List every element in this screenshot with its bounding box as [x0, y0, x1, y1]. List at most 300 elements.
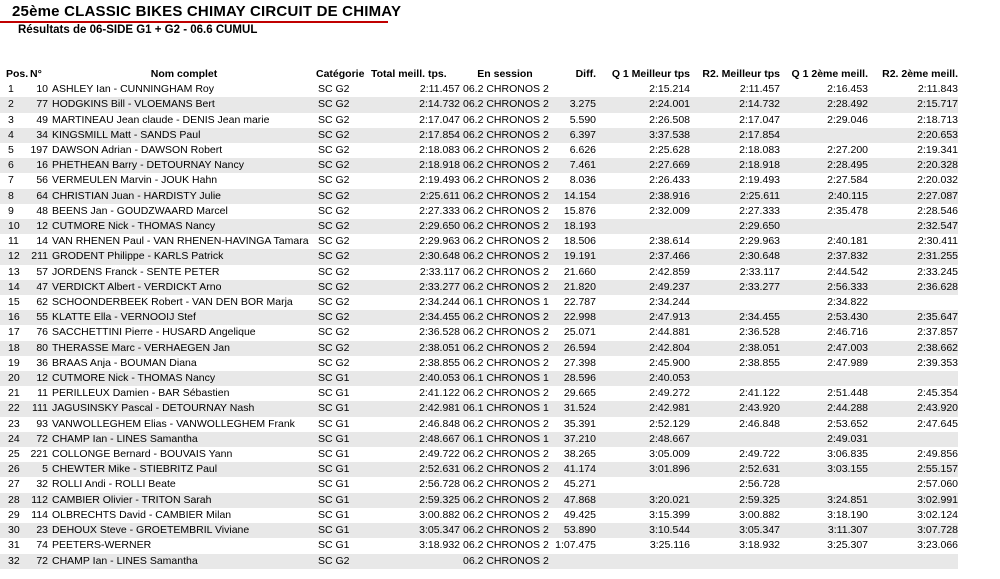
- cell-q1-second: 2:29.046: [827, 113, 868, 126]
- cell-q1-best: 2:52.129: [649, 417, 690, 430]
- cell-q1-best: 2:34.244: [649, 296, 690, 309]
- cell-q1-second: [780, 477, 868, 492]
- cell-total-best: 2:38.855: [419, 356, 460, 369]
- cell-category: SC G2: [318, 235, 350, 248]
- cell-q1-best: 2:38.614: [649, 235, 690, 248]
- cell-r2-best: 2:25.611: [690, 189, 780, 204]
- cell-r2-second: 2:33.245: [917, 265, 958, 278]
- cell-r2-best: 2:18.918: [690, 158, 780, 173]
- cell-q1-second: 2:49.031: [780, 432, 868, 447]
- cell-pos: 31: [8, 539, 20, 552]
- cell-number: 49: [36, 113, 48, 126]
- cell-diff: 41.174: [550, 462, 596, 477]
- cell-category: SC G2: [316, 554, 371, 569]
- cell-r2-best: 2:59.325: [690, 493, 780, 508]
- cell-pos: 15: [8, 296, 20, 309]
- cell-r2-best: 3:00.882: [739, 508, 780, 521]
- col-header-q1-second: Q 1 2ème meill.: [791, 68, 868, 80]
- cell-name: PEETERS-WERNER: [52, 539, 152, 552]
- cell-r2-second: [868, 554, 958, 569]
- cell-total-best: [371, 554, 460, 569]
- cell-r2-second: 2:18.713: [917, 113, 958, 126]
- table-row: [0, 341, 958, 356]
- cell-q1-best: 3:25.116: [649, 539, 690, 552]
- table-row: [0, 310, 958, 325]
- cell-q1-second: 2:44.288: [780, 401, 868, 416]
- cell-session: 06.2 CHRONOS 2: [460, 554, 550, 569]
- cell-q1-best: 3:37.538: [596, 128, 690, 143]
- cell-category: SC G1: [318, 448, 350, 461]
- cell-pos: 16: [0, 310, 30, 325]
- cell-r2-second: 2:20.653: [868, 128, 958, 143]
- cell-q1-second: [780, 371, 868, 386]
- cell-r2-second: [868, 432, 958, 447]
- cell-pos: 21: [8, 387, 20, 400]
- table-row: [0, 371, 958, 386]
- cell-diff: 22.787: [563, 296, 596, 309]
- cell-pos: 22: [0, 401, 30, 416]
- cell-session: 06.2 CHRONOS 2: [463, 174, 549, 187]
- cell-name: CAMBIER Olivier - TRITON Sarah: [52, 493, 316, 508]
- cell-q1-best: 2:42.859: [649, 265, 690, 278]
- cell-diff: 18.506: [563, 235, 596, 248]
- cell-total-best: 2:52.631: [371, 462, 460, 477]
- cell-total-best: 2:36.528: [419, 326, 460, 339]
- cell-pos: 32: [0, 554, 30, 569]
- cell-r2-second: 3:02.991: [868, 493, 958, 508]
- cell-total-best: 2:27.333: [419, 204, 460, 217]
- cell-q1-best: 2:49.272: [649, 387, 690, 400]
- cell-q1-best: 3:15.399: [649, 508, 690, 521]
- cell-session: 06.1 CHRONOS 1: [460, 401, 550, 416]
- cell-number: 197: [30, 144, 48, 157]
- table-row: [0, 538, 958, 553]
- cell-number: 5: [30, 462, 52, 477]
- cell-name: KINGSMILL Matt - SANDS Paul: [52, 128, 316, 143]
- cell-name: MARTINEAU Jean claude - DENIS Jean marie: [52, 113, 270, 126]
- cell-session: 06.1 CHRONOS 1: [460, 432, 550, 447]
- cell-q1-second: 2:40.115: [780, 189, 868, 204]
- cell-number: 72: [30, 432, 52, 447]
- cell-pos: 3: [8, 113, 14, 126]
- cell-category: SC G2: [318, 83, 350, 96]
- table-row: [0, 401, 958, 416]
- table-row: [0, 204, 958, 219]
- cell-q1-best: 3:01.896: [596, 462, 690, 477]
- cell-category: SC G2: [316, 189, 371, 204]
- cell-q1-second: 2:37.832: [780, 249, 868, 264]
- cell-number: 48: [36, 204, 48, 217]
- cell-category: SC G2: [316, 341, 371, 356]
- cell-name: DAWSON Adrian - DAWSON Robert: [52, 144, 223, 157]
- table-row: [0, 477, 958, 492]
- cell-diff: 31.524: [550, 401, 596, 416]
- cell-r2-best: 2:14.732: [690, 97, 780, 112]
- cell-diff: 25.071: [563, 326, 596, 339]
- cell-total-best: 2:42.981: [371, 401, 460, 416]
- col-header-category: Catégorie: [316, 68, 365, 80]
- cell-number: 16: [30, 158, 52, 173]
- cell-r2-best: 2:41.122: [739, 387, 780, 400]
- cell-r2-second: 2:39.353: [917, 356, 958, 369]
- cell-r2-best: 2:33.117: [739, 265, 780, 278]
- cell-session: 06.2 CHRONOS 2: [463, 204, 549, 217]
- cell-diff: 6.626: [569, 144, 596, 157]
- cell-diff: 22.998: [550, 310, 596, 325]
- cell-q1-second: 2:51.448: [827, 387, 868, 400]
- cell-total-best: 2:17.854: [371, 128, 460, 143]
- cell-number: 221: [30, 448, 48, 461]
- cell-name: OLBRECHTS David - CAMBIER Milan: [52, 508, 232, 521]
- cell-pos: 23: [8, 417, 20, 430]
- cell-name: JORDENS Franck - SENTE PETER: [52, 265, 220, 278]
- table-row: [0, 265, 958, 280]
- cell-q1-second: 3:06.835: [827, 448, 868, 461]
- cell-session: 06.2 CHRONOS 2: [463, 326, 549, 339]
- cell-total-best: 2:49.722: [419, 448, 460, 461]
- cell-r2-best: 3:05.347: [690, 523, 780, 538]
- cell-session: 06.2 CHRONOS 2: [460, 249, 550, 264]
- cell-r2-second: 2:32.547: [868, 219, 958, 234]
- cell-pos: 11: [8, 235, 19, 248]
- cell-number: 112: [30, 493, 52, 508]
- cell-pos: 5: [8, 144, 14, 157]
- cell-name: COLLONGE Bernard - BOUVAIS Yann: [52, 448, 233, 461]
- cell-diff: 28.596: [550, 371, 596, 386]
- cell-r2-best: 2:52.631: [690, 462, 780, 477]
- cell-name: DEHOUX Steve - GROETEMBRIL Viviane: [52, 523, 316, 538]
- cell-q1-best: 2:32.009: [649, 204, 690, 217]
- cell-q1-best: 2:25.628: [649, 144, 690, 157]
- cell-pos: 20: [0, 371, 30, 386]
- cell-q1-second: 2:34.822: [827, 296, 868, 309]
- cell-r2-second: 2:19.341: [917, 144, 958, 157]
- cell-session: 06.2 CHRONOS 2: [460, 280, 550, 295]
- cell-r2-best: [690, 554, 780, 569]
- cell-name: CHAMP Ian - LINES Samantha: [52, 432, 316, 447]
- cell-q1-second: 2:28.495: [780, 158, 868, 173]
- cell-name: CHEWTER Mike - STIEBRITZ Paul: [52, 462, 316, 477]
- cell-diff: 19.191: [550, 249, 596, 264]
- cell-q1-second: 2:53.430: [780, 310, 868, 325]
- col-header-session: En session: [477, 68, 533, 80]
- cell-q1-best: 2:15.214: [649, 83, 690, 96]
- cell-name: VERMEULEN Marvin - JOUK Hahn: [52, 174, 218, 187]
- cell-total-best: 2:38.051: [371, 341, 460, 356]
- cell-session: 06.2 CHRONOS 2: [463, 265, 549, 278]
- cell-q1-second: 2:35.478: [827, 204, 868, 217]
- cell-category: SC G1: [318, 539, 350, 552]
- table-row: [0, 219, 958, 234]
- col-header-q1-best: Q 1 Meilleur tps: [611, 68, 690, 80]
- cell-number: 36: [36, 356, 48, 369]
- col-header-pos: Pos.: [6, 68, 29, 80]
- cell-r2-best: 2:34.455: [690, 310, 780, 325]
- cell-number: 57: [36, 265, 48, 278]
- cell-total-best: 2:11.457: [419, 83, 460, 96]
- cell-q1-best: [596, 554, 690, 569]
- cell-number: 76: [36, 326, 48, 339]
- table-row: [0, 523, 958, 538]
- cell-category: SC G2: [318, 326, 350, 339]
- cell-q1-best: 2:42.804: [596, 341, 690, 356]
- cell-name: SCHOONDERBEEK Robert - VAN DEN BOR Marja: [52, 296, 293, 309]
- cell-number: 77: [30, 97, 52, 112]
- cell-total-best: 3:05.347: [371, 523, 460, 538]
- cell-pos: 7: [8, 174, 14, 187]
- cell-pos: 17: [8, 326, 20, 339]
- cell-name: PHETHEAN Barry - DETOURNAY Nancy: [52, 158, 316, 173]
- cell-name: JAGUSINSKY Pascal - DETOURNAY Nash: [52, 401, 316, 416]
- cell-diff: 35.391: [563, 417, 596, 430]
- cell-r2-best: 2:17.854: [690, 128, 780, 143]
- cell-session: 06.2 CHRONOS 2: [460, 128, 550, 143]
- cell-session: 06.2 CHRONOS 2: [460, 493, 550, 508]
- cell-category: SC G1: [316, 462, 371, 477]
- cell-number: 12: [30, 371, 52, 386]
- cell-diff: 29.665: [563, 387, 596, 400]
- cell-q1-second: 2:56.333: [780, 280, 868, 295]
- cell-diff: 38.265: [563, 448, 596, 461]
- cell-diff: 6.397: [550, 128, 596, 143]
- cell-total-best: 2:33.277: [371, 280, 460, 295]
- cell-q1-best: 2:38.916: [596, 189, 690, 204]
- table-header: [0, 67, 958, 82]
- col-header-total-best: Total meill. tps.: [371, 68, 447, 80]
- table-row: [0, 234, 958, 249]
- cell-session: 06.2 CHRONOS 2: [460, 189, 550, 204]
- cell-diff: 27.398: [563, 356, 596, 369]
- cell-q1-best: 2:40.053: [596, 371, 690, 386]
- cell-diff: 8.036: [569, 174, 596, 187]
- table-body: [0, 82, 958, 569]
- cell-r2-second: 2:36.628: [868, 280, 958, 295]
- cell-q1-best: 2:47.913: [596, 310, 690, 325]
- cell-total-best: 2:56.728: [419, 478, 460, 491]
- cell-q1-second: [780, 554, 868, 569]
- cell-number: 74: [36, 539, 48, 552]
- cell-total-best: 2:17.047: [419, 113, 460, 126]
- cell-name: CHAMP Ian - LINES Samantha: [52, 554, 316, 569]
- cell-session: 06.2 CHRONOS 2: [463, 508, 549, 521]
- cell-diff: 49.425: [563, 508, 596, 521]
- cell-name: VAN RHENEN Paul - VAN RHENEN-HAVINGA Tamara: [52, 235, 309, 248]
- col-header-r2-best: R2. Meilleur tps: [702, 68, 780, 80]
- cell-category: SC G2: [318, 296, 350, 309]
- cell-category: SC G2: [316, 249, 371, 264]
- col-header-number: N°: [30, 68, 42, 80]
- cell-diff: [550, 82, 596, 97]
- cell-total-best: 2:29.963: [419, 235, 460, 248]
- cell-session: 06.2 CHRONOS 2: [460, 462, 550, 477]
- cell-category: SC G1: [316, 523, 371, 538]
- title-underline: [0, 21, 388, 23]
- cell-name: ROLLI Andi - ROLLI Beate: [52, 478, 176, 491]
- cell-r2-second: 2:55.157: [868, 462, 958, 477]
- cell-number: 23: [30, 523, 52, 538]
- cell-pos: 14: [0, 280, 30, 295]
- table-row: [0, 417, 958, 432]
- cell-number: 32: [36, 478, 48, 491]
- cell-category: SC G1: [316, 401, 371, 416]
- cell-r2-second: 2:11.843: [917, 83, 958, 96]
- cell-q1-best: 3:10.544: [596, 523, 690, 538]
- cell-diff: 3.275: [550, 97, 596, 112]
- cell-name: VERDICKT Albert - VERDICKT Arno: [52, 280, 316, 295]
- table-row: [0, 158, 958, 173]
- cell-category: SC G1: [318, 508, 350, 521]
- cell-q1-best: 2:26.433: [649, 174, 690, 187]
- cell-category: SC G2: [316, 310, 371, 325]
- cell-r2-second: [868, 295, 958, 310]
- cell-name: ASHLEY Ian - CUNNINGHAM Roy: [52, 83, 215, 96]
- cell-category: SC G1: [316, 493, 371, 508]
- table-row: [0, 462, 958, 477]
- cell-r2-best: [690, 295, 780, 310]
- cell-q1-second: 2:53.652: [827, 417, 868, 430]
- cell-category: SC G1: [318, 387, 350, 400]
- cell-number: 10: [36, 83, 48, 96]
- cell-name: THERASSE Marc - VERHAEGEN Jan: [52, 341, 316, 356]
- cell-session: 06.2 CHRONOS 2: [463, 448, 549, 461]
- cell-r2-second: 2:30.411: [917, 235, 958, 248]
- cell-q1-second: [780, 219, 868, 234]
- table-row: [0, 432, 958, 447]
- cell-q1-second: 3:18.190: [827, 508, 868, 521]
- cell-category: SC G2: [318, 174, 350, 187]
- cell-category: SC G1: [316, 432, 371, 447]
- table-row: [0, 325, 958, 340]
- cell-session: 06.2 CHRONOS 2: [463, 235, 549, 248]
- cell-pos: 25: [8, 448, 20, 461]
- cell-q1-second: 2:28.492: [780, 97, 868, 112]
- cell-session: 06.2 CHRONOS 2: [463, 144, 549, 157]
- cell-q1-second: 2:27.200: [827, 144, 868, 157]
- cell-total-best: 2:48.667: [371, 432, 460, 447]
- cell-r2-best: 2:46.848: [739, 417, 780, 430]
- cell-total-best: 2:40.053: [371, 371, 460, 386]
- cell-number: 12: [30, 219, 52, 234]
- cell-category: SC G1: [318, 478, 350, 491]
- cell-pos: 24: [0, 432, 30, 447]
- cell-number: 72: [30, 554, 52, 569]
- table-row: [0, 493, 958, 508]
- cell-pos: 9: [8, 204, 14, 217]
- cell-pos: 26: [0, 462, 30, 477]
- cell-total-best: 2:41.122: [419, 387, 460, 400]
- cell-name: HODGKINS Bill - VLOEMANS Bert: [52, 97, 316, 112]
- cell-r2-best: 2:11.457: [739, 83, 780, 96]
- cell-name: VANWOLLEGHEM Elias - VANWOLLEGHEM Frank: [52, 417, 295, 430]
- cell-r2-best: 3:18.932: [739, 539, 780, 552]
- cell-r2-second: 2:28.546: [917, 204, 958, 217]
- cell-r2-best: 2:49.722: [739, 448, 780, 461]
- cell-number: 80: [30, 341, 52, 356]
- cell-total-best: 3:00.882: [419, 508, 460, 521]
- cell-number: 62: [36, 296, 48, 309]
- cell-name: KLATTE Ella - VERNOOIJ Stef: [52, 310, 316, 325]
- cell-number: 14: [36, 235, 48, 248]
- page-subtitle: Résultats de 06-SIDE G1 + G2 - 06.6 CUMUL: [18, 24, 258, 36]
- cell-number: 111: [30, 401, 52, 416]
- cell-pos: 13: [8, 265, 20, 278]
- cell-q1-second: 3:11.307: [780, 523, 868, 538]
- cell-r2-second: 3:23.066: [917, 539, 958, 552]
- cell-r2-second: 3:02.124: [917, 508, 958, 521]
- cell-name: CHRISTIAN Juan - HARDISTY Julie: [52, 189, 316, 204]
- cell-r2-best: 2:19.493: [739, 174, 780, 187]
- cell-r2-second: 2:43.920: [868, 401, 958, 416]
- cell-session: 06.2 CHRONOS 2: [460, 158, 550, 173]
- cell-diff: 18.193: [550, 219, 596, 234]
- table-row: [0, 113, 958, 128]
- cell-total-best: 2:46.848: [419, 417, 460, 430]
- cell-session: 06.2 CHRONOS 2: [463, 417, 549, 430]
- cell-total-best: 2:25.611: [371, 189, 460, 204]
- cell-total-best: 2:59.325: [371, 493, 460, 508]
- cell-name: CUTMORE Nick - THOMAS Nancy: [52, 219, 316, 234]
- cell-r2-second: 2:57.060: [917, 478, 958, 491]
- cell-r2-best: [690, 432, 780, 447]
- cell-session: 06.2 CHRONOS 2: [463, 387, 549, 400]
- cell-q1-best: 2:48.667: [596, 432, 690, 447]
- cell-category: SC G2: [316, 280, 371, 295]
- table-row: [0, 189, 958, 204]
- cell-session: 06.2 CHRONOS 2: [463, 83, 549, 96]
- cell-r2-best: 2:29.963: [739, 235, 780, 248]
- table-row: [0, 508, 958, 523]
- cell-r2-best: 2:56.728: [739, 478, 780, 491]
- cell-q1-best: 2:37.466: [596, 249, 690, 264]
- cell-q1-best: 2:27.669: [596, 158, 690, 173]
- cell-r2-best: 2:30.648: [690, 249, 780, 264]
- cell-pos: 8: [0, 189, 30, 204]
- cell-pos: 27: [8, 478, 20, 491]
- cell-session: 06.2 CHRONOS 2: [460, 310, 550, 325]
- cell-q1-second: 2:46.716: [827, 326, 868, 339]
- cell-total-best: 2:29.650: [371, 219, 460, 234]
- cell-q1-best: 2:45.900: [649, 356, 690, 369]
- cell-r2-second: 2:20.032: [917, 174, 958, 187]
- cell-category: SC G1: [318, 417, 350, 430]
- results-table: [0, 67, 958, 569]
- cell-r2-second: 2:49.856: [917, 448, 958, 461]
- cell-diff: 26.594: [550, 341, 596, 356]
- table-row: [0, 82, 958, 97]
- cell-diff: 15.876: [563, 204, 596, 217]
- cell-diff: 5.590: [569, 113, 596, 126]
- cell-number: 93: [36, 417, 48, 430]
- table-row: [0, 554, 958, 569]
- cell-name: BEENS Jan - GOUDZWAARD Marcel: [52, 204, 228, 217]
- cell-r2-second: 2:38.662: [868, 341, 958, 356]
- cell-diff: 7.461: [550, 158, 596, 173]
- cell-r2-second: 2:47.645: [917, 417, 958, 430]
- col-header-diff: Diff.: [575, 68, 596, 80]
- cell-category: SC G2: [318, 113, 350, 126]
- cell-q1-second: 2:27.584: [827, 174, 868, 187]
- cell-q1-best: [596, 219, 690, 234]
- cell-q1-second: 2:47.989: [827, 356, 868, 369]
- cell-r2-second: 2:31.255: [868, 249, 958, 264]
- cell-q1-best: 2:26.508: [649, 113, 690, 126]
- cell-session: 06.2 CHRONOS 2: [463, 478, 549, 491]
- cell-name: GRODENT Philippe - KARLS Patrick: [52, 249, 316, 264]
- cell-r2-best: 2:38.855: [739, 356, 780, 369]
- cell-name: BRAAS Anja - BOUMAN Diana: [52, 356, 197, 369]
- cell-q1-best: 2:44.881: [649, 326, 690, 339]
- cell-diff: 21.820: [550, 280, 596, 295]
